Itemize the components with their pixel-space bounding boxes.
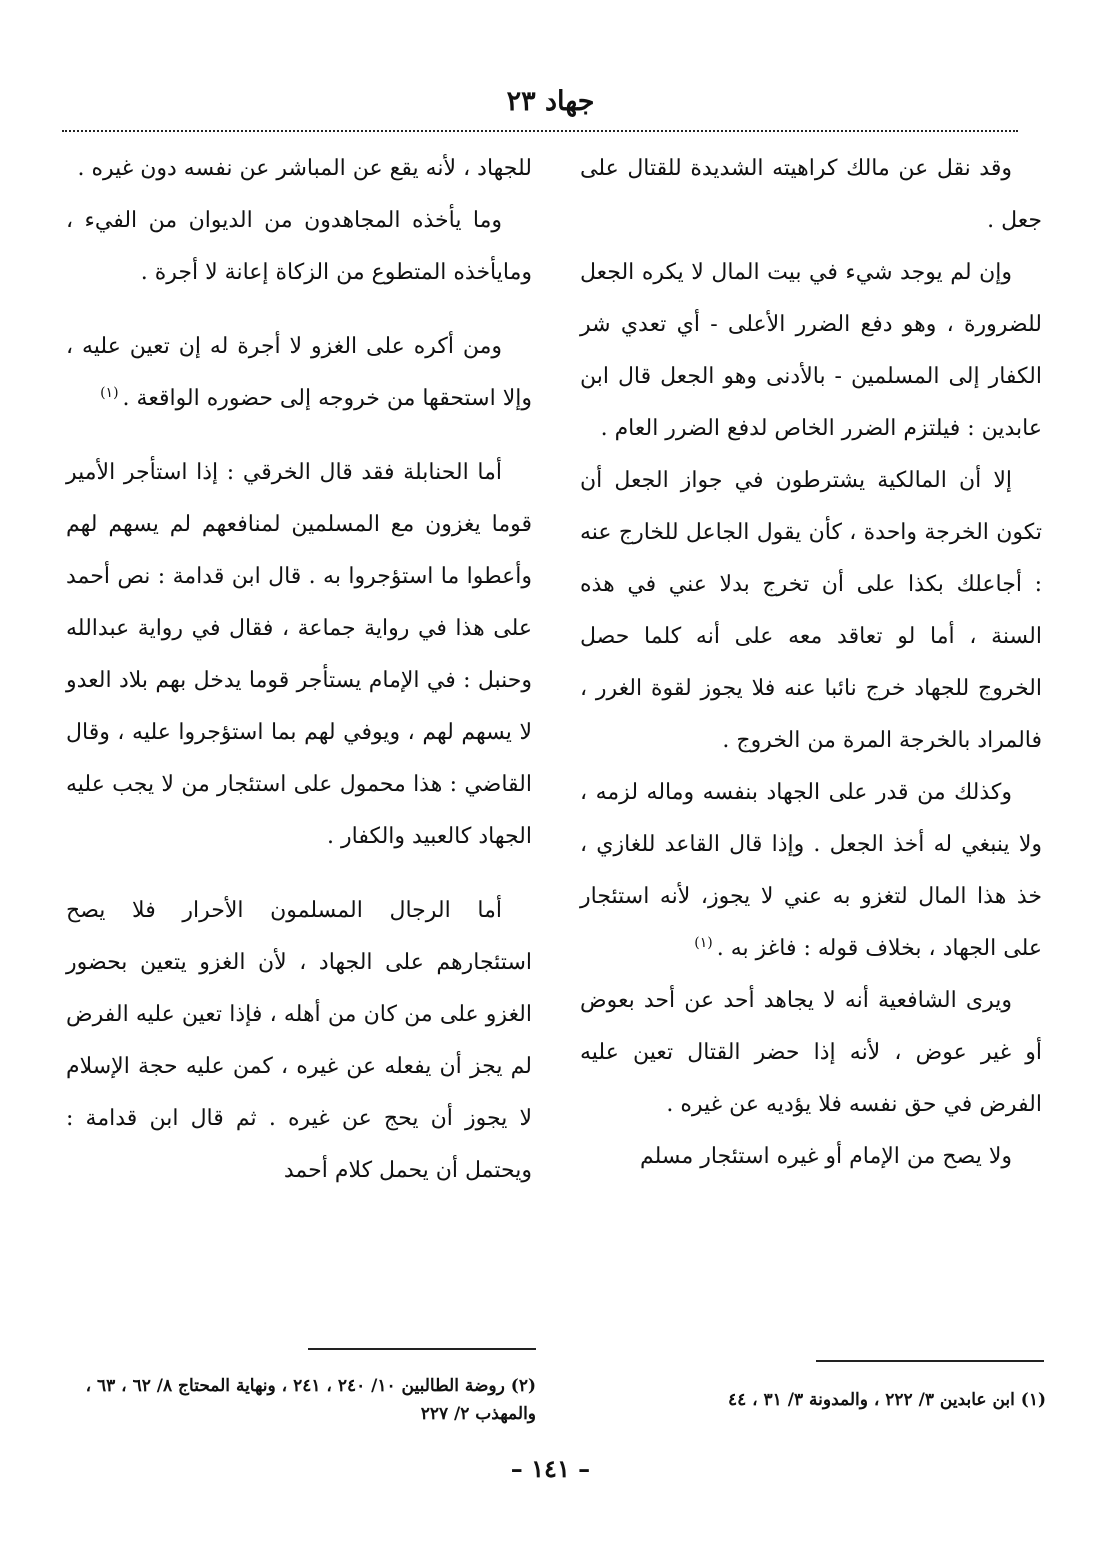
paragraph: وما يأخذه المجاهدون من الديوان من الفيء ، ومايأخذه المتطوع من الزكاة إعانة لا أجرة . xyxy=(66,208,532,285)
page-number: – ١٤١ – xyxy=(510,1454,591,1483)
footnote-divider-right xyxy=(816,1360,1044,1362)
paragraph: ولا يصح من الإمام أو غيره استئجار مسلم xyxy=(639,1144,1012,1169)
footnote-left: (٢) روضة الطالبين ١٠/ ٢٤٠ ، ٢٤١ ، ونهاية المحتاج ٨/ ٦٢ ، ٦٣ ، والمهذب ٢/ ٢٢٧ xyxy=(85,1376,536,1424)
paragraph-text: وكذلك من قدر على الجهاد بنفسه وماله لزمه ، ولا ينبغي له أخذ الجعل . وإذا قال القاعد للغازي ، خذ هذا المال لتغزو به عني لا يجوز، لأنه استئجار على الجهاد ، بخلاف قوله : فاغز به . xyxy=(580,780,1042,961)
paragraph: إلا أن المالكية يشترطون في جواز الجعل أن تكون الخرجة واحدة ، كأن يقول الجاعل للخارج عنه : أجاعلك بكذا على أن تخرج بدلا عني في هذه السنة ، أما لو تعاقد معه على أنه كلما حصل الخروج للجهاد خرج نائبا عنه فلا يجوز لقوة الغرر ، فالمراد بالخرجة المرة من الخروج . xyxy=(580,468,1042,753)
paragraph xyxy=(580,767,1042,975)
paragraph: للجهاد ، لأنه يقع عن المباشر عن نفسه دون غيره . xyxy=(77,156,532,181)
paragraph: أما الحنابلة فقد قال الخرقي : إذا استأجر الأمير قوما يغزون مع المسلمين لمنافعهم لم يسهم لهم وأعطوا ما استؤجروا به . قال ابن قدامة : نص أحمد على هذا في رواية جماعة ، فقال في رواية عبدالله وحنبل : في الإمام يستأجر قوما يدخل بهم بلاد العدو لا يسهم لهم ، ويوفي لهم بما استؤجروا عليه ، وقال القاضي : هذا محمول على استئجار من لا يجب عليه الجهاد كالعبيد والكفار . xyxy=(66,460,532,849)
footnote-divider-left xyxy=(308,1348,536,1350)
footnote-right: (١) ابن عابدين ٣/ ٢٢٢ ، والمدونة ٣/ ٣١ ، ٤٤ xyxy=(727,1390,1046,1410)
right-column xyxy=(580,143,1042,1183)
paragraph: ويرى الشافعية أنه لا يجاهد أحد عن أحد بعوض أو غير عوض ، لأنه إذا حضر القتال تعين عليه الفرض في حق نفسه فلا يؤديه عن غيره . xyxy=(580,988,1042,1117)
footnote-marker: (١) xyxy=(694,934,713,951)
paragraph xyxy=(66,321,532,425)
paragraph: أما الرجال المسلمون الأحرار فلا يصح استئجارهم على الجهاد ، لأن الغزو يتعين بحضور الغزو على من كان من أهله ، فإذا تعين عليه الفرض لم يجز أن يفعله عن غيره ، كمن عليه حجة الإسلام لا يجوز أن يحج عن غيره . ثم قال ابن قدامة : ويحتمل أن يحمل كلام أحمد xyxy=(66,898,532,1183)
footnote-marker: (١) xyxy=(100,384,119,401)
running-header: جهاد ٢٣ xyxy=(506,86,595,117)
paragraph: وقد نقل عن مالك كراهيته الشديدة للقتال على جعل . xyxy=(580,156,1042,233)
paragraph-text: ومن أكره على الغزو لا أجرة له إن تعين عليه ، وإلا استحقها من خروجه إلى حضوره الواقعة . xyxy=(66,334,532,411)
paragraph: وإن لم يوجد شيء في بيت المال لا يكره الجعل للضرورة ، وهو دفع الضرر الأعلى - أي تعدي شر الكفار إلى المسلمين - بالأدنى وهو الجعل قال ابن عابدين : فيلتزم الضرر الخاص لدفع الضرر العام . xyxy=(580,260,1042,441)
header-divider xyxy=(62,130,1018,132)
left-column xyxy=(66,143,532,1197)
